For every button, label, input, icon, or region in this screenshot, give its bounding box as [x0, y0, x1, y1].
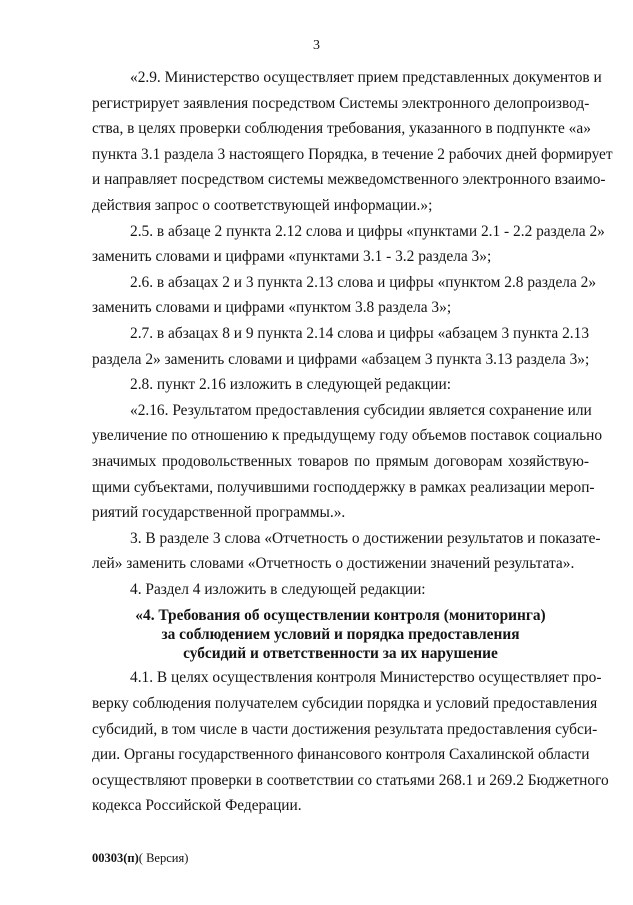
paragraph-2-9: [92, 65, 613, 219]
text-line: 2.5. в абзаце 2 пункта 2.12 слова и цифры «пунктами 2.1 - 2.2 раздела 2»: [130, 222, 605, 240]
paragraph-2-8: [92, 372, 589, 398]
text-line: и направляет посредством системы межведомственного электронного взаимо-: [92, 171, 606, 189]
document-version: ( Версия): [138, 851, 189, 865]
paragraph-4: [92, 577, 589, 603]
text-line: субсидий, в том числе в части достижения результата предоставления субси-: [92, 720, 598, 738]
text-line: увеличение по отношению к предыдущему году объемов поставок социально: [92, 427, 603, 445]
text-line: кодекса Российской Федерации.: [92, 797, 302, 815]
text-line: 2.7. в абзацах 8 и 9 пункта 2.14 слова и цифры «абзацем 3 пункта 2.13: [130, 324, 590, 342]
text-line: щими субъектами, получившими господдержку в рамках реализации мероп-: [92, 478, 595, 496]
paragraph-4-1: [92, 665, 609, 819]
text-line: действия запрос о соответствующей информации.»;: [92, 196, 433, 214]
text-line: лей» заменить словами «Отчетность о достижении значений результата».: [92, 555, 575, 573]
text-line: риятий государственной программы.».: [92, 504, 346, 522]
text-line: заменить словами и цифрами «пунктом 3.8 раздела 3»;: [92, 299, 452, 317]
paragraph-3: [92, 526, 601, 577]
text-line: 2.6. в абзацах 2 и 3 пункта 2.13 слова и цифры «пунктом 2.8 раздела 2»: [130, 273, 597, 291]
text-line: заменить словами и цифрами «пунктами 3.1 - 3.2 раздела 3»;: [92, 248, 492, 266]
heading-line: «4. Требования об осуществлении контроля (мониторинга): [135, 607, 546, 625]
text-line: 3. В разделе 3 слова «Отчетность о достижении результатов и показате-: [130, 529, 601, 547]
text-line: верку соблюдения получателем субсидии порядка и условий предоставления: [92, 695, 598, 713]
text-line: осуществляют проверки в соответствии со статьями 268.1 и 269.2 Бюджетного: [92, 771, 609, 789]
text-line: значимых продовольственных товаров по прямым договорам хозяйствую-: [92, 452, 589, 470]
text-line: дии. Органы государственного финансового контроля Сахалинской области: [92, 746, 590, 764]
heading-line: субсидий и ответственности за их нарушение: [183, 645, 498, 663]
paragraph-2-16: [92, 398, 603, 526]
text-line: «2.9. Министерство осуществляет прием представленных документов и: [130, 69, 602, 86]
text-line: раздела 2» заменить словами и цифрами «абзацем 3 пункта 3.13 раздела 3»;: [92, 350, 590, 368]
text-line: пункта 3.1 раздела 3 настоящего Порядка, в течение 2 рабочих дней формирует: [92, 145, 613, 163]
paragraph-2-5: [92, 219, 605, 270]
paragraph-2-7: [92, 321, 589, 372]
text-line: ства, в целях проверки соблюдения требования, указанного в подпункте «а»: [92, 120, 591, 138]
page-number: 3: [313, 38, 320, 53]
text-line: 4.1. В целях осуществления контроля Министерство осуществляет про-: [130, 669, 602, 687]
paragraph-2-6: [92, 270, 597, 321]
text-line: «2.16. Результатом предоставления субсидии является сохранение или: [130, 401, 592, 419]
text-line: 2.8. пункт 2.16 изложить в следующей редакции:: [130, 376, 451, 394]
text-line: 4. Раздел 4 изложить в следующей редакции:: [130, 580, 426, 598]
document-code: 00303(п): [92, 851, 139, 865]
heading-line: за соблюдением условий и порядка предоставления: [161, 626, 520, 644]
document-body: [92, 65, 613, 819]
document-footer: [92, 851, 188, 866]
text-line: регистрирует заявления посредством Системы электронного делопроизвод-: [92, 94, 590, 112]
section-heading: [92, 606, 589, 663]
